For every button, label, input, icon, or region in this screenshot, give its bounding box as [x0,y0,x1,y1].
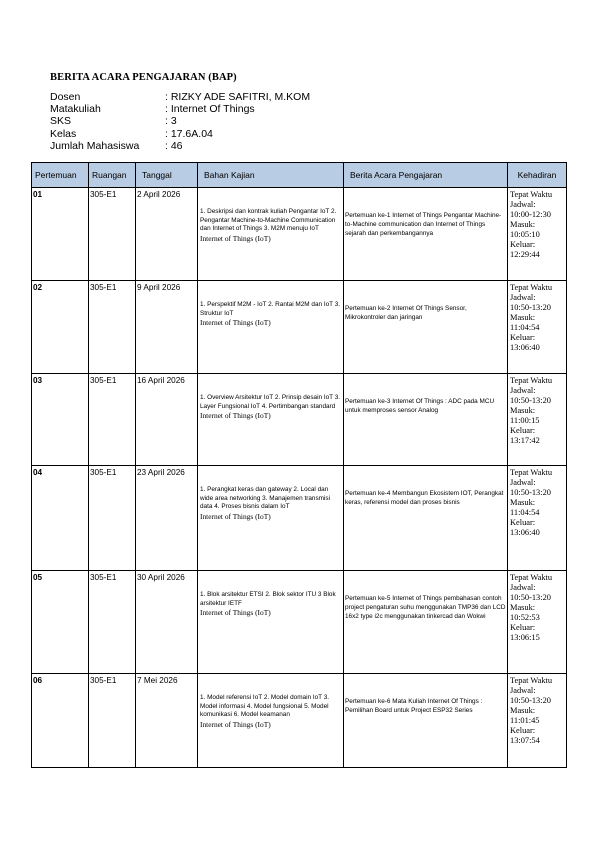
kehadiran-line: Keluar: [510,623,536,632]
cell-pertemuan [32,281,89,374]
cell-berita-acara [344,188,508,281]
kehadiran-line: Keluar: [510,333,536,342]
kehadiran-line: Tepat Waktu [510,468,553,477]
kehadiran-line: 13:06:15 [510,633,540,642]
materi-topics: 1. Deskripsi dan kontrak kuliah Pengantar IoT 2. Pengantar Machine-to-Machine Communication dan Internet of Things 3. M2M menuju IoT [200,208,337,233]
kehadiran-line: 11:00:15 [510,416,540,425]
cell-berita-acara-text: Pertemuan ke-3 Internet Of Things : ADC pada MCU untuk memproses sensor Analog [345,398,495,415]
cell-berita-acara [344,281,508,374]
cell-berita-acara-text: Pertemuan ke-5 Internet of Things pembahasan contoh project pengaturan suhu menggunakan TMP36 dan LCD 16x2 type i2c menggunakan tinkercad dan Wokwi [345,595,506,621]
cell-pertemuan-text: 04 [33,468,43,477]
cell-pertemuan [32,571,89,674]
header-tanggal: Tanggal [136,163,198,188]
cell-kehadiran-text [508,571,566,643]
table-header-row [32,163,567,188]
cell-bahan-kajian-text [198,571,343,617]
kehadiran-line: 11:04:54 [510,508,540,517]
cell-bahan-kajian [198,571,344,674]
cell-bahan-kajian-text [198,674,343,729]
cell-berita-acara-text: Pertemuan ke-2 Internet Of Things Sensor, Mikrokontroler dan jaringan [345,305,467,322]
cell-bahan-kajian [198,374,344,466]
cell-kehadiran-text [508,188,566,260]
kehadiran-line: Jadwal: [510,200,536,209]
meta-label: SKS [50,115,72,128]
cell-bahan-kajian [198,281,344,374]
header-berita-acara: Berita Acara Pengajaran [344,163,508,188]
cell-ruangan-text: 305-E1 [90,190,117,199]
kehadiran-line: Jadwal: [510,386,536,395]
materi-topics: 1. Blok arsitektur ETSI 2. Blok sektor ITU 3 Blok arsitektur IETF [200,591,336,607]
cell-ruangan [89,466,136,571]
kehadiran-line: Masuk: [510,498,536,507]
kehadiran-line: Jadwal: [510,583,536,592]
header-pertemuan: Pertemuan [32,163,89,188]
cell-kehadiran [508,571,567,674]
cell-pertemuan [32,188,89,281]
cell-tanggal [136,571,198,674]
cell-tanggal-text: 2 April 2026 [137,190,181,199]
kehadiran-line: 10:52:53 [510,613,540,622]
meta-value: : 3 [165,115,177,128]
cell-bahan-kajian-text [198,466,343,521]
meta-row [50,91,310,103]
cell-tanggal [136,466,198,571]
meta-value: : 46 [165,139,183,152]
materi-course: Internet of Things (IoT) [200,233,271,243]
cell-pertemuan-text: 03 [33,376,43,385]
cell-kehadiran-text [508,281,566,353]
cell-tanggal [136,674,198,768]
kehadiran-line: Tepat Waktu [510,190,553,199]
materi-course: Internet of Things (IoT) [200,318,271,328]
kehadiran-line: 10:05:10 [510,230,540,239]
cell-pertemuan [32,466,89,571]
materi-topics: 1. Model referensi IoT 2. Model domain IoT 3. Model informasi 4. Model fungsional 5. Model komunikasi 6. Model keamanan [200,694,330,719]
meta-value: : RIZKY ADE SAFITRI, M.KOM [165,91,311,103]
cell-pertemuan-text: 01 [33,190,43,199]
cell-kehadiran [508,281,567,374]
materi-course: Internet of Things (IoT) [200,608,271,618]
kehadiran-line: Keluar: [510,726,536,735]
table-row [32,374,567,466]
table-row [32,674,567,768]
meta-label: Matakuliah [50,103,101,116]
meta-row [50,103,310,115]
meta-value: : 17.6A.04 [165,127,213,140]
kehadiran-line: 10:50-13:20 [510,396,551,405]
kehadiran-line: 10:50-13:20 [510,593,551,602]
bap-table [31,162,567,768]
kehadiran-line: 13:06:40 [510,343,540,352]
meta-label: Dosen [50,91,81,103]
cell-berita-acara [344,571,508,674]
meta-label: Jumlah Mahasiswa [50,139,140,152]
table-row [32,466,567,571]
cell-kehadiran [508,466,567,571]
cell-ruangan [89,674,136,768]
kehadiran-line: Masuk: [510,706,536,715]
document-title: BERITA ACARA PENGAJARAN (BAP) [50,72,237,83]
cell-tanggal-text: 30 April 2026 [137,573,185,582]
materi-topics: 1. Perangkat keras dan gateway 2. Local dan wide area networking 3. Manajemen transmisi data 4. Proses bisnis dalam IoT [200,486,331,511]
cell-berita-acara [344,374,508,466]
kehadiran-line: Masuk: [510,313,536,322]
materi-course: Internet of Things (IoT) [200,411,271,421]
kehadiran-line: 13:17:42 [510,436,540,445]
kehadiran-line: 13:06:40 [510,528,540,537]
header-kehadiran: Kehadiran [508,163,567,188]
cell-ruangan-text: 305-E1 [90,283,117,292]
meta-label: Kelas [50,127,77,140]
kehadiran-line: Jadwal: [510,293,536,302]
cell-kehadiran-text [508,674,566,746]
cell-bahan-kajian-text [198,188,343,243]
kehadiran-line: Jadwal: [510,478,536,487]
cell-kehadiran [508,374,567,466]
cell-kehadiran-text [508,466,566,538]
cell-bahan-kajian [198,188,344,281]
cell-bahan-kajian-text [198,374,343,420]
table-row [32,188,567,281]
meta-row [50,140,310,152]
cell-ruangan [89,374,136,466]
cell-tanggal-text: 16 April 2026 [137,376,185,385]
cell-kehadiran-text [508,374,566,446]
cell-ruangan [89,571,136,674]
materi-course: Internet of Things (IoT) [200,719,271,729]
cell-pertemuan [32,674,89,768]
kehadiran-line: 10:50-13:20 [510,303,551,312]
meta-row [50,128,310,140]
kehadiran-line: Keluar: [510,240,536,249]
cell-ruangan-text: 305-E1 [90,468,117,477]
cell-ruangan-text: 305-E1 [90,376,117,385]
cell-kehadiran [508,674,567,768]
meta-row [50,115,310,127]
meta-value: : Internet Of Things [165,103,255,116]
cell-tanggal [136,374,198,466]
table-row [32,281,567,374]
cell-berita-acara-text: Pertemuan ke-4 Membangun Ekosistem IOT, Perangkat keras, referensi model dan proses bisnis [345,490,504,507]
kehadiran-line: 11:04:54 [510,323,540,332]
cell-bahan-kajian [198,674,344,768]
cell-ruangan [89,281,136,374]
kehadiran-line: Tepat Waktu [510,573,553,582]
kehadiran-line: Keluar: [510,518,536,527]
kehadiran-line: Tepat Waktu [510,676,553,685]
kehadiran-line: Masuk: [510,406,536,415]
cell-tanggal-text: 7 Mei 2026 [137,676,178,685]
cell-pertemuan-text: 06 [33,676,43,685]
cell-bahan-kajian-text [198,281,343,327]
cell-pertemuan-text: 02 [33,283,43,292]
cell-pertemuan-text: 05 [33,573,43,582]
cell-berita-acara [344,674,508,768]
cell-tanggal-text: 23 April 2026 [137,468,185,477]
kehadiran-line: Masuk: [510,603,536,612]
kehadiran-line: Masuk: [510,220,536,229]
kehadiran-line: Jadwal: [510,686,536,695]
kehadiran-line: 10:50-13:20 [510,696,551,705]
kehadiran-line: Keluar: [510,426,536,435]
cell-ruangan-text: 305-E1 [90,676,117,685]
cell-berita-acara-text: Pertemuan ke-6 Mata Kuliah Internet Of Things : Pemilihan Board untuk Project ESP32 Series [345,698,483,715]
header-bahan-kajian: Bahan Kajian [198,163,344,188]
cell-bahan-kajian [198,466,344,571]
meta-block [50,91,310,152]
kehadiran-line: Tepat Waktu [510,283,553,292]
cell-kehadiran [508,188,567,281]
kehadiran-line: 10:50-13:20 [510,488,551,497]
kehadiran-line: 13:07:54 [510,736,540,745]
cell-ruangan [89,188,136,281]
kehadiran-line: 12:29:44 [510,250,540,259]
table-row [32,571,567,674]
header-ruangan: Ruangan [89,163,136,188]
kehadiran-line: 10:00-12:30 [510,210,551,219]
cell-tanggal-text: 9 April 2026 [137,283,181,292]
materi-topics: 1. Overview Arsitektur IoT 2. Prinsip desain IoT 3. Layer Fungsional IoT 4. Pertimbangan standard [200,394,341,410]
cell-tanggal [136,281,198,374]
kehadiran-line: 11:01:45 [510,716,540,725]
cell-berita-acara [344,466,508,571]
materi-topics: 1. Perspektif M2M - IoT 2. Rantai M2M dan IoT 3. Struktur IoT [200,301,341,317]
kehadiran-line: Tepat Waktu [510,376,553,385]
cell-pertemuan [32,374,89,466]
cell-tanggal [136,188,198,281]
cell-berita-acara-text: Pertemuan ke-1 Internet of Things Pengantar Machine-to-Machine communication dan Internet of Things sejarah dan perkembangannya [345,212,502,238]
materi-course: Internet of Things (IoT) [200,511,271,521]
cell-ruangan-text: 305-E1 [90,573,117,582]
